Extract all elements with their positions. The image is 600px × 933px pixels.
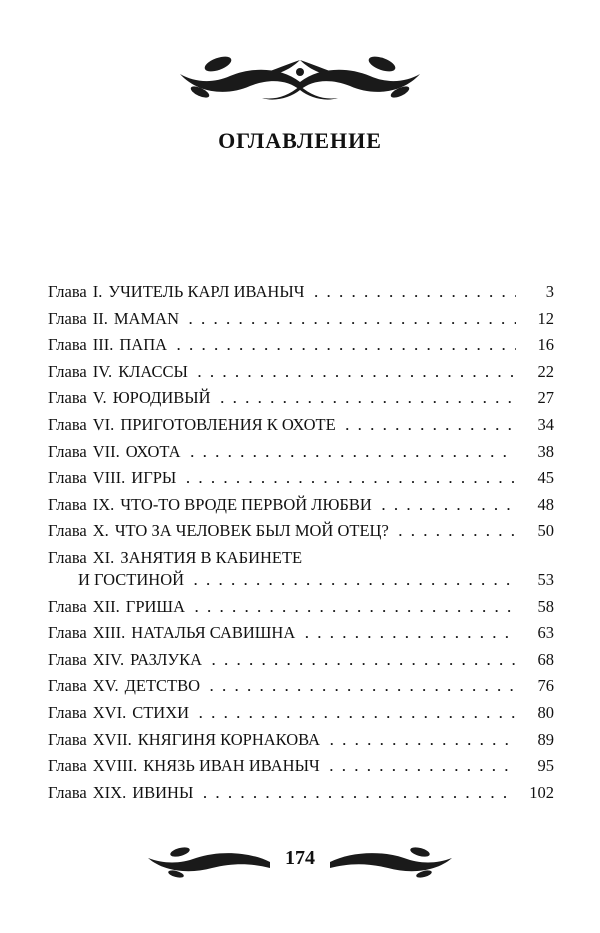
chapter-number: X. (92, 521, 109, 541)
dot-leader (199, 706, 516, 722)
dot-leader (221, 391, 516, 407)
chapter-number: XII. (92, 596, 120, 616)
chapter-number: XVI. (92, 702, 127, 722)
dot-leader (346, 418, 516, 434)
chapter-title: ЧТО ЗА ЧЕЛОВЕК БЫЛ МОЙ ОТЕЦ? (114, 521, 389, 541)
chapter-number: VI. (92, 414, 115, 434)
chapter-word: Глава (48, 361, 87, 381)
chapter-word: Глава (48, 547, 87, 567)
toc-entry-continuation (48, 570, 554, 597)
dot-leader (186, 471, 516, 487)
chapter-page: 76 (537, 676, 554, 696)
chapter-title: ЮРОДИВЫЙ (112, 388, 211, 408)
chapter-page: 53 (537, 569, 554, 589)
toc-entry (48, 309, 554, 336)
toc-entry (48, 335, 554, 362)
chapter-title: ЗАНЯТИЯ В КАБИНЕТЕ (120, 547, 303, 567)
chapter-page: 16 (537, 335, 554, 355)
dot-leader (195, 600, 516, 616)
chapter-page: 63 (537, 623, 554, 643)
chapter-word: Глава (48, 623, 87, 643)
dot-leader (330, 759, 516, 775)
toc-entry (48, 415, 554, 442)
dot-leader (189, 312, 516, 328)
chapter-word: Глава (48, 441, 87, 461)
chapter-number: IX. (92, 494, 115, 514)
chapter-word: Глава (48, 521, 87, 541)
toc-entry (48, 282, 554, 309)
chapter-word: Глава (48, 729, 87, 749)
dot-leader (399, 524, 516, 540)
chapter-title: УЧИТЕЛЬ КАРЛ ИВАНЫЧ (108, 282, 305, 301)
toc-entry (48, 650, 554, 677)
toc-entry (48, 468, 554, 495)
chapter-word: Глава (48, 596, 87, 616)
top-ornament-icon (170, 42, 430, 114)
chapter-word: Глава (48, 282, 87, 301)
chapter-title: РАЗЛУКА (130, 649, 202, 669)
chapter-number: XVII. (92, 729, 132, 749)
chapter-title: ПАПА (119, 335, 168, 355)
chapter-page: 80 (537, 702, 554, 722)
chapter-title: ИВИНЫ (132, 782, 194, 802)
chapter-page: 50 (537, 521, 554, 541)
dot-leader (191, 445, 516, 461)
chapter-number: V. (92, 388, 107, 408)
dot-leader (194, 573, 516, 589)
chapter-title-continuation: И ГОСТИНОЙ (78, 569, 185, 589)
chapter-number: II. (92, 308, 108, 328)
chapter-word: Глава (48, 388, 87, 408)
toc-entry (48, 756, 554, 783)
toc-entry (48, 362, 554, 389)
dot-leader (177, 338, 516, 354)
chapter-title: MAMAN (113, 308, 179, 328)
chapter-word: Глава (48, 649, 87, 669)
dot-leader (382, 498, 516, 514)
chapter-number: XI. (92, 547, 115, 567)
chapter-word: Глава (48, 468, 87, 488)
chapter-page: 58 (537, 596, 554, 616)
chapter-word: Глава (48, 782, 87, 802)
chapter-page: 45 (537, 468, 554, 488)
chapter-title: СТИХИ (132, 702, 190, 722)
toc-entry (48, 703, 554, 730)
chapter-word: Глава (48, 702, 87, 722)
toc-entry (48, 442, 554, 469)
toc-entry (48, 548, 554, 570)
chapter-title: ИГРЫ (131, 468, 177, 488)
chapter-page: 38 (537, 441, 554, 461)
chapter-number: XIX. (92, 782, 127, 802)
chapter-page: 12 (537, 308, 554, 328)
dot-leader (305, 626, 516, 642)
chapter-number: XVIII. (92, 756, 138, 776)
chapter-page: 102 (529, 782, 554, 802)
chapter-title: ДЕТСТВО (124, 676, 201, 696)
chapter-number: XIV. (92, 649, 125, 669)
chapter-page: 27 (537, 388, 554, 408)
chapter-title: ПРИГОТОВЛЕНИЯ К ОХОТЕ (120, 414, 336, 434)
chapter-page: 68 (537, 649, 554, 669)
toc-entry (48, 495, 554, 522)
chapter-word: Глава (48, 494, 87, 514)
chapter-page: 89 (537, 729, 554, 749)
dot-leader (330, 733, 516, 749)
toc-entry (48, 521, 554, 548)
chapter-word: Глава (48, 308, 87, 328)
chapter-page: 22 (537, 361, 554, 381)
chapter-word: Глава (48, 756, 87, 776)
toc-entry (48, 783, 554, 810)
dot-leader (210, 679, 516, 695)
chapter-word: Глава (48, 676, 87, 696)
chapter-title: ГРИША (125, 596, 185, 616)
chapter-number: XV. (92, 676, 119, 696)
chapter-number: VII. (92, 441, 120, 461)
chapter-title: КЛАССЫ (118, 361, 188, 381)
chapter-number: III. (92, 335, 114, 355)
chapter-title: КНЯЗЬ ИВАН ИВАНЫЧ (143, 756, 320, 776)
chapter-title: ЧТО-ТО ВРОДЕ ПЕРВОЙ ЛЮБВИ (120, 494, 372, 514)
chapter-title: НАТАЛЬЯ САВИШНА (131, 623, 296, 643)
toc-entry (48, 623, 554, 650)
dot-leader (314, 285, 516, 301)
toc-entry (48, 388, 554, 415)
chapter-word: Глава (48, 335, 87, 355)
chapter-title: ОХОТА (125, 441, 181, 461)
toc-entry (48, 676, 554, 703)
chapter-number: VIII. (92, 468, 126, 488)
table-of-contents (48, 282, 554, 809)
chapter-number: XIII. (92, 623, 126, 643)
chapter-title: КНЯГИНЯ КОРНАКОВА (137, 729, 321, 749)
chapter-page: 48 (537, 494, 554, 514)
chapter-page: 3 (545, 282, 554, 301)
dot-leader (203, 786, 516, 802)
dot-leader (212, 653, 516, 669)
chapter-word: Глава (48, 414, 87, 434)
toc-entry (48, 597, 554, 624)
page-title: ОГЛАВЛЕНИЕ (218, 128, 382, 153)
chapter-number: IV. (92, 361, 113, 381)
page-number: 174 (285, 847, 315, 869)
dot-leader (198, 365, 516, 381)
toc-entry (48, 730, 554, 757)
chapter-number: I. (92, 282, 103, 301)
chapter-page: 34 (537, 414, 554, 434)
chapter-page: 95 (537, 756, 554, 776)
